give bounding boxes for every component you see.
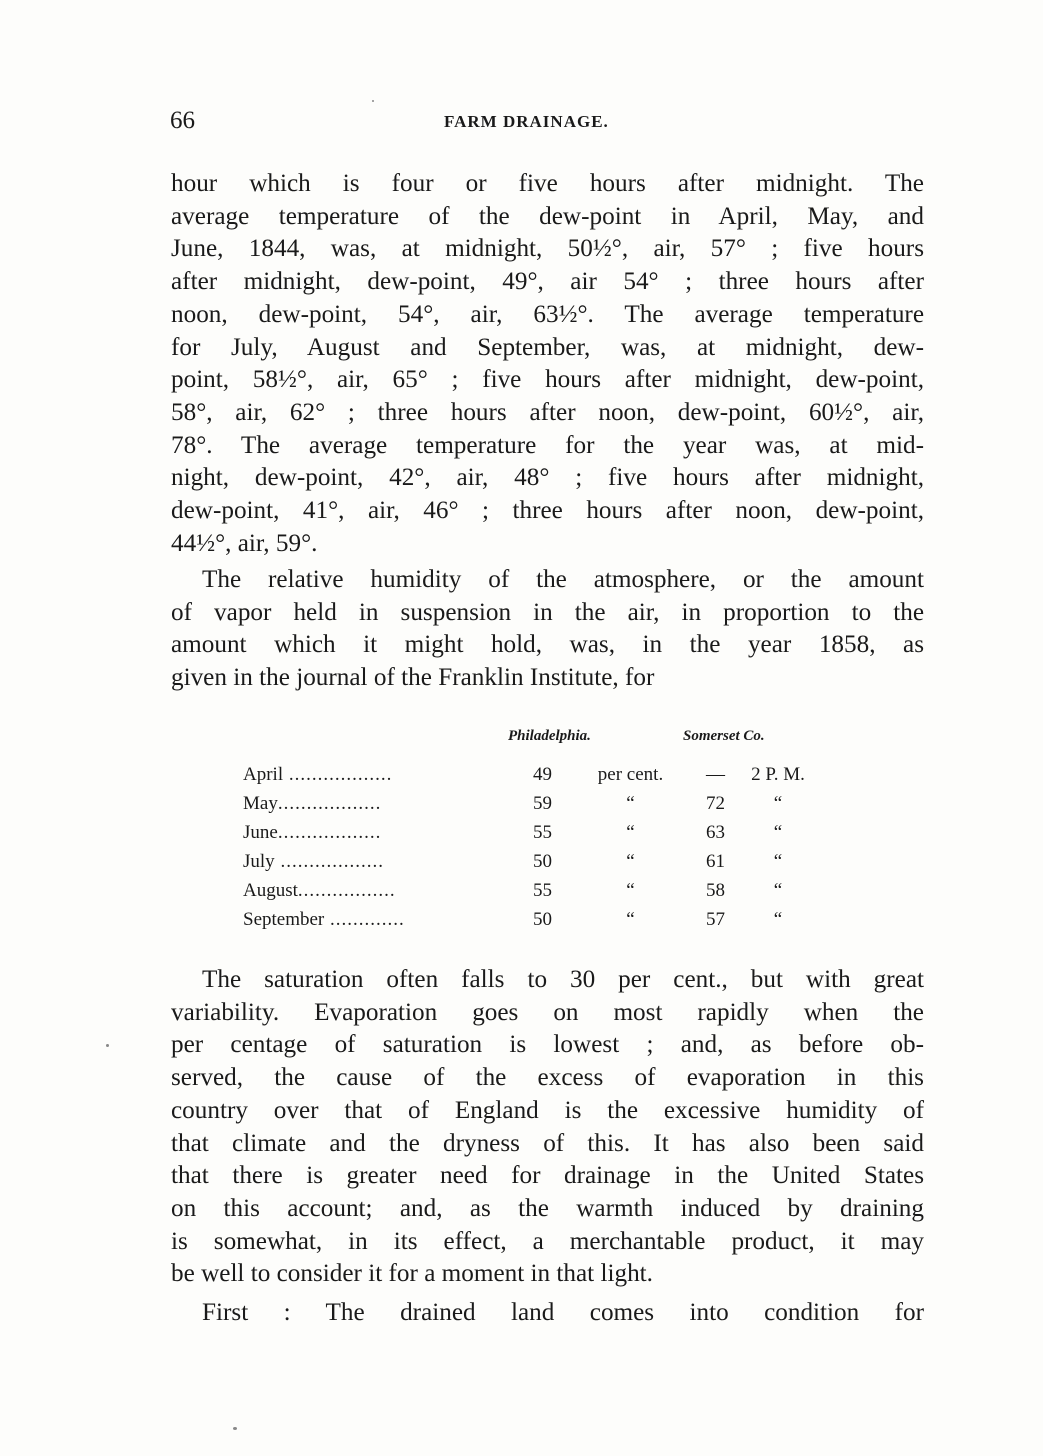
text-line: served, the cause of the excess of evaporation in this — [171, 1064, 924, 1092]
text-line: First : The drained land comes into condition for — [202, 1299, 924, 1326]
text-line: 58°, air, 62° ; three hours after noon, dew-point, 60½°, air, — [171, 398, 924, 426]
month-cell: September — [243, 908, 325, 930]
table-row — [243, 760, 813, 789]
table-row — [243, 847, 813, 876]
text-line: for July, August and September, was, at midnight, dew- — [171, 333, 924, 361]
philadelphia-cell: 55 — [533, 821, 552, 843]
text-line: given in the journal of the Franklin Institute, for — [171, 664, 655, 692]
somerset-cell: 72 — [706, 792, 725, 814]
somerset-cell: — — [706, 763, 725, 785]
somerset-cell: 61 — [706, 850, 725, 872]
unit-cell: “ — [773, 821, 783, 843]
dot-leader: .................. — [277, 821, 382, 843]
unit-cell: per cent. — [597, 763, 664, 785]
table-row — [243, 905, 813, 934]
somerset-cell: 58 — [706, 879, 725, 901]
philadelphia-cell: 49 — [533, 763, 552, 785]
month-cell: June — [243, 821, 278, 843]
text-line: The relative humidity of the atmosphere, or the amount — [202, 566, 924, 593]
text-line: on this account; and, as the warmth induced by draining — [171, 1194, 924, 1222]
column-header-philadelphia: Philadelphia. — [508, 728, 591, 744]
scan-speck — [372, 100, 374, 102]
text-line: be well to consider it for a moment in that light. — [171, 1260, 653, 1288]
month-cell: July — [243, 850, 275, 872]
unit-cell: “ — [773, 879, 783, 901]
text-line: of vapor held in suspension in the air, in proportion to the — [171, 598, 924, 626]
philadelphia-cell: 50 — [533, 850, 552, 872]
dot-leader: ............. — [324, 908, 405, 930]
month-cell: August — [243, 879, 298, 901]
text-line: 44½°, air, 59°. — [171, 529, 318, 557]
table-row — [243, 818, 813, 847]
unit-cell: “ — [626, 821, 635, 843]
text-line: dew-point, 41°, air, 46° ; three hours after noon, dew-point, — [171, 497, 924, 525]
page-number: 66 — [170, 107, 195, 134]
unit-cell: 2 P. M. — [751, 763, 805, 785]
column-header-somerset: Somerset Co. — [683, 728, 765, 744]
somerset-cell: 57 — [706, 908, 725, 930]
somerset-cell: 63 — [706, 821, 725, 843]
dot-leader: .................. — [274, 850, 384, 872]
table-row — [243, 876, 813, 905]
unit-cell: “ — [626, 850, 635, 872]
text-line: point, 58½°, air, 65° ; five hours after midnight, dew-point, — [171, 366, 924, 394]
text-line: country over that of England is the excessive humidity of — [171, 1096, 924, 1124]
text-line: night, dew-point, 42°, air, 48° ; five hours after midnight, — [171, 464, 924, 492]
text-line: 78°. The average temperature for the year was, at mid- — [171, 431, 924, 459]
text-line: average temperature of the dew-point in April, May, and — [171, 202, 924, 230]
philadelphia-cell: 55 — [533, 879, 552, 901]
unit-cell: “ — [626, 879, 635, 901]
philadelphia-cell: 50 — [533, 908, 552, 930]
paragraph-relative-humidity — [171, 564, 924, 695]
dot-leader: ................. — [297, 879, 396, 901]
text-line: June, 1844, was, at midnight, 50½°, air, 57° ; five hours — [171, 235, 924, 263]
text-line: The saturation often falls to 30 per cent., but with great — [202, 966, 924, 993]
paragraph-saturation — [171, 964, 924, 1291]
month-cell: May — [243, 792, 278, 814]
paragraph-first — [171, 1297, 924, 1330]
dot-leader: .................. — [277, 792, 382, 814]
scan-speck — [233, 1427, 237, 1430]
month-cell: April — [243, 763, 284, 785]
text-line: that climate and the dryness of this. It has also been said — [171, 1129, 924, 1157]
text-line: that there is greater need for drainage in the United States — [171, 1162, 924, 1190]
text-line: is somewhat, in its effect, a merchantable product, it may — [171, 1227, 924, 1255]
unit-cell: “ — [773, 792, 783, 814]
philadelphia-cell: 59 — [533, 792, 552, 814]
text-line: variability. Evaporation goes on most rapidly when the — [171, 998, 924, 1026]
running-title: FARM DRAINAGE. — [444, 112, 609, 131]
unit-cell: “ — [773, 908, 783, 930]
text-line: noon, dew-point, 54°, air, 63½°. The average temperature — [171, 300, 924, 328]
table-row — [243, 789, 813, 818]
text-line: after midnight, dew-point, 49°, air 54° ; three hours after — [171, 268, 924, 296]
text-line: amount which it might hold, was, in the year 1858, as — [171, 631, 924, 659]
unit-cell: “ — [626, 792, 635, 814]
paragraph-dew-point — [171, 168, 924, 560]
unit-cell: “ — [626, 908, 635, 930]
scan-speck — [106, 1044, 109, 1047]
unit-cell: “ — [773, 850, 783, 872]
text-line: per centage of saturation is lowest ; and, as before ob- — [171, 1031, 924, 1059]
humidity-table — [243, 760, 813, 934]
text-line: hour which is four or five hours after midnight. The — [171, 170, 924, 197]
dot-leader: .................. — [283, 763, 393, 785]
